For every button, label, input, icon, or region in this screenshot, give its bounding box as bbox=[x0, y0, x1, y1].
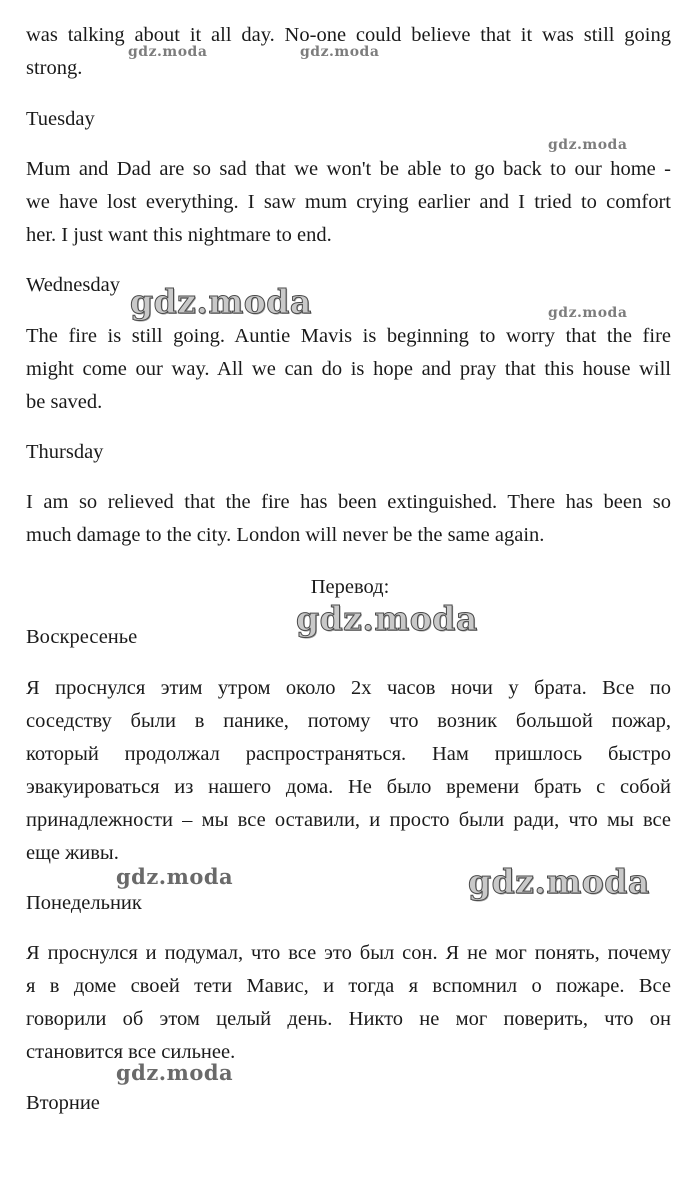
paragraph-line: Я проснулся этим утром около 2х часов ночи у брата. Все по bbox=[26, 677, 671, 699]
paragraph-line: we have lost everything. I saw mum crying earlier and I tried to comfort bbox=[26, 191, 671, 213]
paragraph-line: her. I just want this nightmare to end. bbox=[26, 224, 332, 246]
paragraph-line: was talking about it all day. No-one could believe that it was still going bbox=[26, 24, 671, 46]
thursday-heading: Thursday bbox=[26, 441, 104, 463]
paragraph-line: Mum and Dad are so sad that we won't be able to go back to our home - bbox=[26, 158, 671, 180]
watermark: gdz.moda bbox=[128, 44, 208, 60]
paragraph-line: might come our way. All we can do is hope and pray that this house will bbox=[26, 358, 671, 380]
paragraph-line: говорили об этом целый день. Никто не мог поверить, что он bbox=[26, 1008, 671, 1030]
paragraph-line: I am so relieved that the fire has been extinguished. There has been so bbox=[26, 491, 671, 513]
paragraph-line: принадлежности – мы все оставили, и просто были ради, что мы все bbox=[26, 809, 671, 831]
watermark: gdz.moda bbox=[548, 137, 628, 153]
paragraph-line: much damage to the city. London will never be the same again. bbox=[26, 524, 545, 546]
watermark: gdz.moda bbox=[468, 862, 650, 901]
watermark: gdz.moda bbox=[130, 282, 312, 321]
paragraph-line: be saved. bbox=[26, 391, 103, 413]
sunday-heading: Воскресенье bbox=[26, 626, 138, 648]
watermark: gdz.moda bbox=[548, 305, 628, 321]
watermark: gdz.moda bbox=[116, 1060, 234, 1085]
paragraph-line: я в доме своей тети Мавис, и тогда я вспомнил о пожаре. Все bbox=[26, 975, 671, 997]
paragraph-line: становится все сильнее. bbox=[26, 1041, 236, 1063]
wednesday-heading: Wednesday bbox=[26, 274, 120, 296]
translation-title: Перевод: bbox=[310, 576, 390, 598]
tuesday-ru-heading: Вторние bbox=[26, 1092, 100, 1114]
paragraph-line: соседству были в панике, потому что возник большой пожар, bbox=[26, 710, 671, 732]
watermark: gdz.moda bbox=[296, 599, 478, 638]
watermark: gdz.moda bbox=[300, 44, 380, 60]
paragraph-line: Я проснулся и подумал, что все это был сон. Я не мог понять, почему bbox=[26, 942, 671, 964]
paragraph-line: The fire is still going. Auntie Mavis is beginning to worry that the fire bbox=[26, 325, 671, 347]
watermark: gdz.moda bbox=[116, 864, 234, 889]
tuesday-heading: Tuesday bbox=[26, 108, 95, 130]
paragraph-line: эвакуироваться из нашего дома. Не было времени брать с собой bbox=[26, 776, 671, 798]
paragraph-line: еще живы. bbox=[26, 842, 119, 864]
monday-heading: Понедельник bbox=[26, 892, 142, 914]
paragraph-line: который продолжал распространяться. Нам пришлось быстро bbox=[26, 743, 671, 765]
paragraph-line: strong. bbox=[26, 57, 83, 79]
